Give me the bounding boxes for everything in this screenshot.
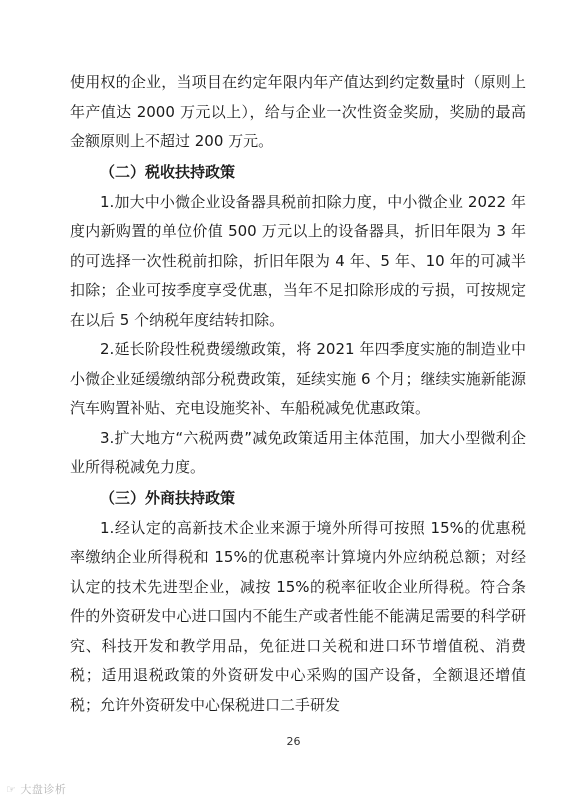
paragraph-tax-item-1: 1.加大中小微企业设备器具税前扣除力度，中小微企业 2022 年度内新购置的单位价值 500 万元以上的设备器具，折旧年限为 3 年的可选择一次性税前扣除，折旧年限为 4 年、5 年、10 年的可减半扣除；企业可按季度享受优惠，当年不足扣除形成的亏损，可按规定在以后 5 个纳税年度结转扣除。: [70, 192, 526, 329]
section-heading-tax-support: （二）税收扶持政策: [100, 162, 236, 181]
paragraph-foreign-item-1: 1.经认定的高新技术企业来源于境外所得可按照 15%的优惠税率缴纳企业所得税和 15%的优惠税率计算境内外应纳税总额；对经认定的技术先进型企业，减按 15%的税率征收企业所得税。符合条件的外资研发中心进口国内不能生产或者性能不能满足需要的科学研究、科技开发和教学用品，免征进口关税和进口环节增值税、消费税；适用退税政策的外资研发中心采购的国产设备，全额退还增值税；允许外资研发中心保税进口二手研发: [70, 518, 526, 714]
paragraph-tax-item-3: 3.扩大地方“六税两费”减免政策适用主体范围，加大小型微利企业所得税减免力度。: [70, 428, 526, 476]
paragraph-continuation: 使用权的企业，当项目在约定年限内年产值达到约定数量时（原则上年产值达 2000 万元以上），给与企业一次性资金奖励，奖励的最高金额原则上不超过 200 万元。: [70, 73, 526, 150]
page-number: 26: [286, 735, 301, 748]
watermark-logo: ☞ 大盘诊析: [6, 783, 67, 796]
section-heading-foreign-support: （三）外商扶持政策: [100, 488, 236, 507]
document-body: [70, 68, 526, 720]
paragraph-tax-item-2: 2.延长阶段性税费缓缴政策，将 2021 年四季度实施的制造业中小微企业延缓缴纳部分税费政策，延续实施 6 个月；继续实施新能源汽车购置补贴、充电设施奖补、车船税减免优惠政策。: [70, 340, 526, 417]
